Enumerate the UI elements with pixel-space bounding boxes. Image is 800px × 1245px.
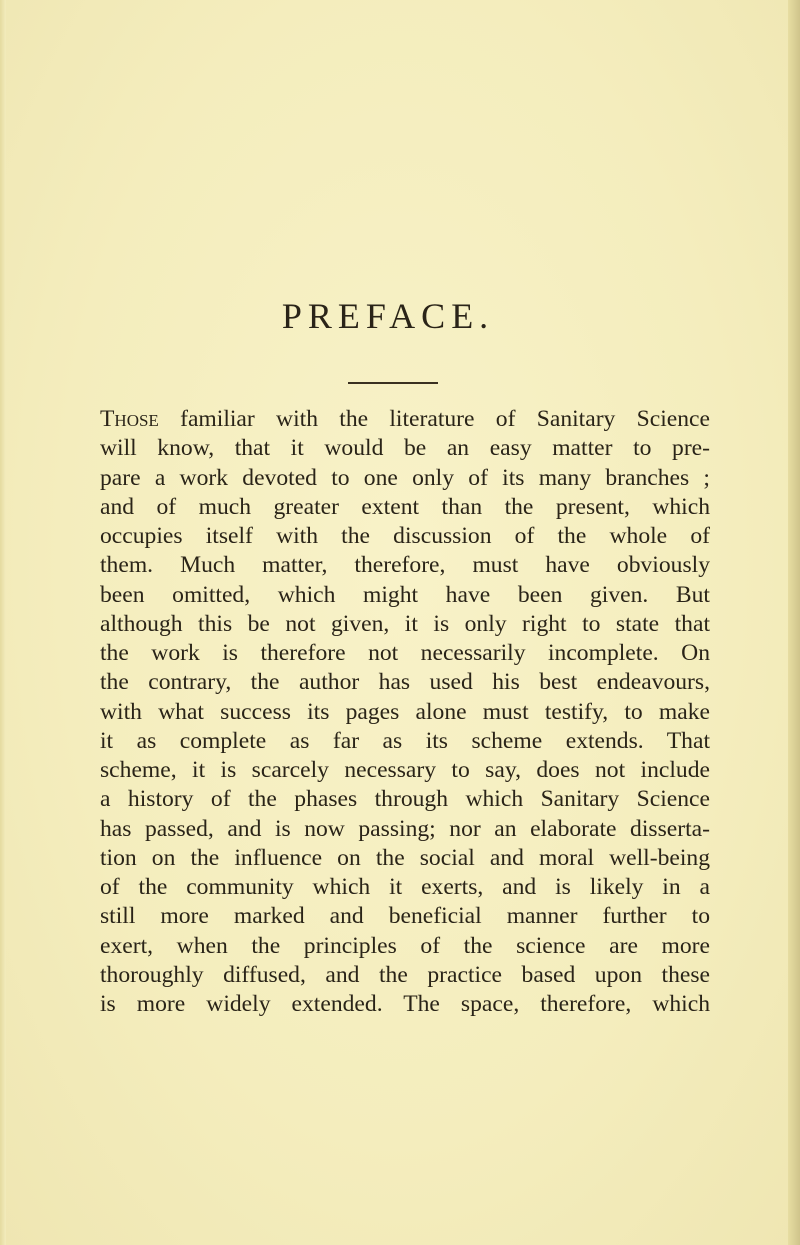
heading-rule: [348, 382, 438, 384]
text-line: them. Much matter, therefore, must have obviously: [100, 552, 710, 579]
page-heading: PREFACE.: [281, 296, 495, 336]
text-line: although this be not given, it is only right to state that: [100, 610, 710, 637]
text-line: is more widely extended. The space, therefore, which: [100, 991, 710, 1017]
text-line: pare a work devoted to one only of its many branches ;: [100, 464, 710, 491]
text-line: will know, that it would be an easy matter to pre-: [100, 435, 710, 462]
text-line: a history of the phases through which Sanitary Science: [100, 786, 710, 813]
preface-paragraph: [100, 405, 710, 1019]
text-line: still more marked and beneficial manner further to: [100, 903, 710, 930]
text-line: thoroughly diffused, and the practice based upon these: [100, 961, 710, 988]
text-line: it as complete as far as its scheme extends. That: [100, 727, 710, 754]
page-left-edge: [0, 0, 6, 1245]
text-line: of the community which it exerts, and is likely in a: [100, 874, 710, 900]
text-line: and of much greater extent than the present, which: [100, 493, 710, 520]
text-line: scheme, it is scarcely necessary to say, does not include: [100, 757, 710, 783]
text-line: the contrary, the author has used his best endeavours,: [100, 669, 710, 696]
text-line: occupies itself with the discussion of the whole of: [100, 523, 710, 549]
text-line: the work is therefore not necessarily incomplete. On: [100, 640, 710, 666]
text-line: exert, when the principles of the science are more: [100, 932, 710, 959]
text-line-content: familiar with the literature of Sanitary Science: [158, 406, 710, 432]
text-line: has passed, and is now passing; nor an elaborate disserta-: [100, 815, 710, 842]
text-line: tion on the influence on the social and moral well-being: [100, 844, 710, 871]
page-right-edge: [788, 0, 800, 1245]
text-line: [100, 405, 710, 434]
text-line: been omitted, which might have been given. But: [100, 581, 710, 608]
lead-word: Those: [100, 406, 159, 432]
text-line: with what success its pages alone must testify, to make: [100, 698, 710, 725]
